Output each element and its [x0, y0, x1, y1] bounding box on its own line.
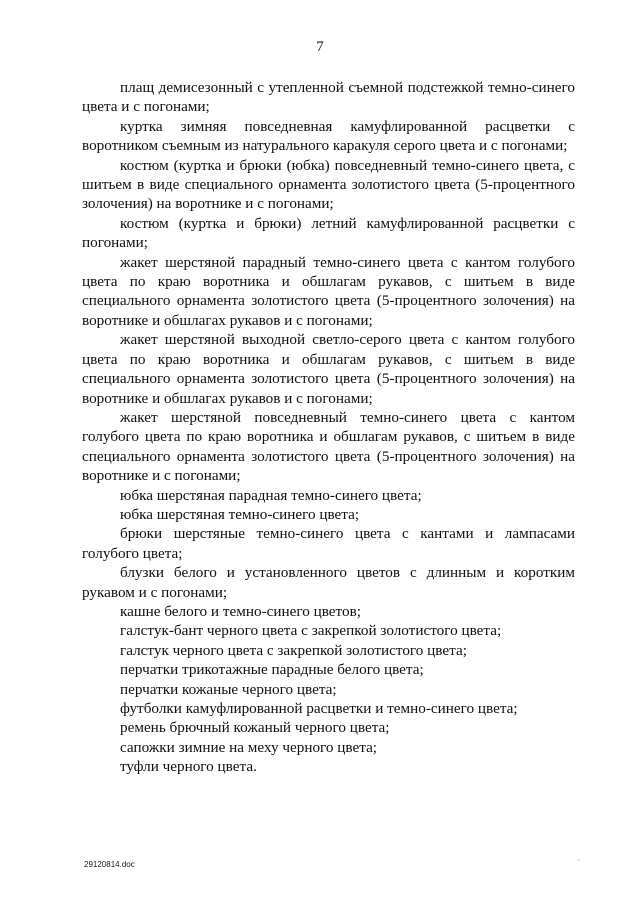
list-item: перчатки трикотажные парадные белого цвета; [120, 661, 424, 679]
list-item: юбка шерстяная темно-синего цвета; [120, 505, 360, 523]
list-item: плащ демисезонный с утепленной съемной подстежкой темно-синего цвета и с погонами; [82, 79, 575, 116]
list-item: костюм (куртка и брюки) летний камуфлированной расцветки с погонами; [82, 214, 575, 252]
list-item: перчатки кожаные черного цвета; [120, 680, 337, 698]
list-item: блузки белого и установленного цветов с длинным и коротким рукавом и с погонами; [82, 564, 575, 601]
list-item: футболки камуфлированной расцветки и темно-синего цвета; [120, 700, 518, 717]
list-item: кашне белого и темно-синего цветов; [120, 602, 361, 620]
list-item: куртка зимняя повседневная камуфлированной расцветки с воротником съемным из натурального каракуля серого цвета и с погонами; [82, 117, 575, 155]
list-item: жакет шерстяной парадный темно-синего цвета с кантом голубого цвета по краю воротника и обшлагам рукавов, с шитьем в виде специального орнамента золотистого цвета (5-процентного золочения) на воротнике и обшлагах рукавов и с погонами; [82, 253, 575, 329]
list-item: галстук-бант черного цвета с закрепкой золотистого цвета; [120, 622, 502, 640]
list-item: галстук черного цвета с закрепкой золотистого цвета; [120, 641, 467, 659]
list-item: брюки шерстяные темно-синего цвета с кантами и лампасами голубого цвета; [82, 525, 575, 562]
footer-mark: ' [578, 858, 580, 867]
footer-filename: 29120814.doc [84, 860, 135, 869]
list-item: костюм (куртка и брюки (юбка) повседневный темно-синего цвета, с шитьем в виде специального орнамента золотистого цвета (5-процентного золочения) на воротнике и с погонами; [82, 156, 575, 213]
list-item: жакет шерстяной выходной светло-серого цвета с кантом голубого цвета по краю воротника и обшлагам рукавов, с шитьем в виде специального орнамента золотистого цвета (5-процентного золочения) на воротнике и обшлагах рукавов и с погонами; [82, 331, 575, 407]
list-item: ремень брючный кожаный черного цвета; [120, 719, 390, 737]
document-body [82, 78, 575, 777]
page-number: 7 [316, 39, 324, 55]
list-item: туфли черного цвета. [120, 758, 257, 776]
list-item: жакет шерстяной повседневный темно-синего цвета с кантом голубого цвета по краю воротника и обшлагам рукавов, с шитьем в виде специального орнамента золотистого цвета (5-процентного золочения) на воротнике и с погонами; [82, 408, 575, 485]
list-item: сапожки зимние на меху черного цвета; [120, 738, 378, 756]
list-item: юбка шерстяная парадная темно-синего цвета; [120, 486, 422, 504]
